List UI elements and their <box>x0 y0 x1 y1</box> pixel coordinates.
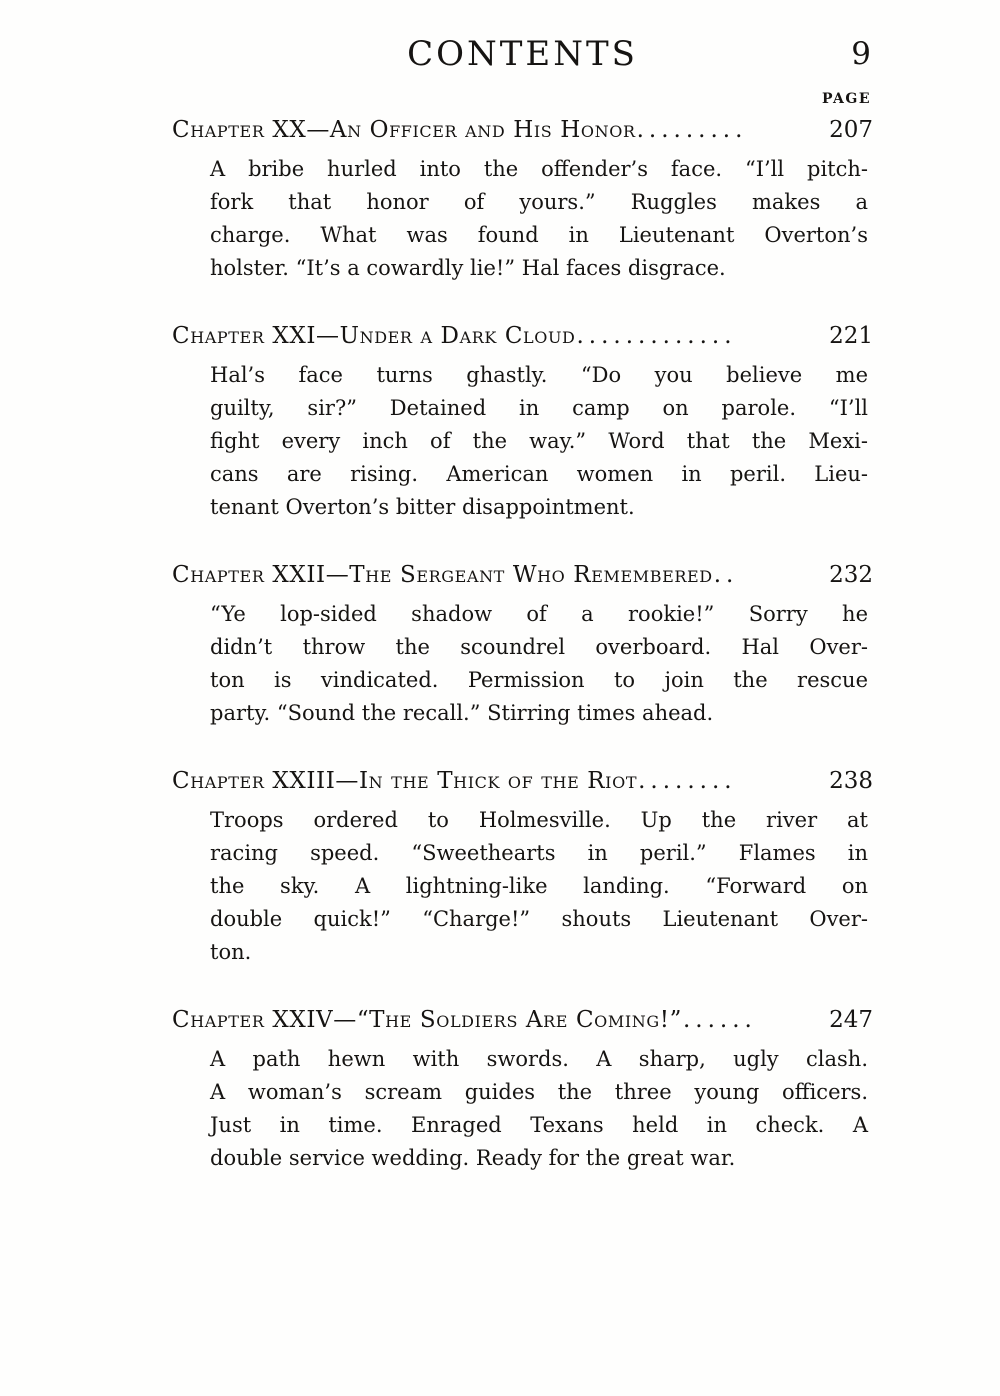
summary-line: “Ye lop-sided shadow of a rookie!” Sorry he <box>210 602 868 626</box>
chapter-heading <box>172 766 873 796</box>
chapter-heading <box>172 560 873 590</box>
page-title: CONTENTS <box>407 34 638 74</box>
chapter-title: Chapter XXIII—In the Thick of the Riot <box>172 768 638 794</box>
summary-line: Hal’s face turns ghastly. “Do you believe me <box>210 363 868 387</box>
chapter-summary <box>210 359 868 524</box>
chapter-heading <box>172 321 873 351</box>
chapter-summary <box>210 1043 868 1175</box>
toc-entry-chapter-xxiii <box>172 766 873 969</box>
summary-line: Just in time. Enraged Texans held in check. A <box>210 1113 868 1137</box>
dot-leader: ............. <box>576 323 737 349</box>
summary-line: the sky. A lightning-like landing. “Forward on <box>210 874 868 898</box>
summary-line: charge. What was found in Lieutenant Overton’s <box>210 223 868 247</box>
summary-line: ton. <box>210 940 252 964</box>
toc-entry-chapter-xx <box>172 115 873 285</box>
chapter-title: Chapter XX—An Officer and His Honor <box>172 117 636 143</box>
summary-line: tenant Overton’s bitter disappointment. <box>210 495 635 519</box>
page-header <box>172 30 873 78</box>
summary-line: fork that honor of yours.” Ruggles makes a <box>210 190 868 214</box>
chapter-heading <box>172 1005 873 1035</box>
chapter-summary <box>210 153 868 285</box>
summary-line: A path hewn with swords. A sharp, ugly clash. <box>210 1047 868 1071</box>
summary-line: fight every inch of the way.” Word that the Mexi- <box>210 429 868 453</box>
summary-line: holster. “It’s a cowardly lie!” Hal faces disgrace. <box>210 256 726 280</box>
page-column-label: PAGE <box>822 91 871 107</box>
dot-leader: ........ <box>638 768 737 794</box>
contents-list <box>172 115 873 1175</box>
summary-line: guilty, sir?” Detained in camp on parole. “I’ll <box>210 396 868 420</box>
chapter-page-number: 247 <box>829 1007 873 1033</box>
summary-line: A bribe hurled into the offender’s face. “I’ll pitch- <box>210 157 868 181</box>
summary-line: cans are rising. American women in peril. Lieu- <box>210 462 868 486</box>
toc-entry-chapter-xxiv <box>172 1005 873 1175</box>
summary-line: didn’t throw the scoundrel overboard. Hal Over- <box>210 635 868 659</box>
chapter-title: Chapter XXII—The Sergeant Who Remembered <box>172 562 713 588</box>
toc-entry-chapter-xxi <box>172 321 873 524</box>
chapter-page-number: 221 <box>829 323 873 349</box>
chapter-title: Chapter XXI—Under a Dark Cloud <box>172 323 576 349</box>
chapter-summary <box>210 804 868 969</box>
chapter-title: Chapter XXIV—“The Soldiers Are Coming!” <box>172 1007 682 1033</box>
summary-line: double quick!” “Charge!” shouts Lieutenant Over- <box>210 907 868 931</box>
dot-leader: ......... <box>636 117 748 143</box>
chapter-page-number: 238 <box>829 768 873 794</box>
summary-line: ton is vindicated. Permission to join the rescue <box>210 668 868 692</box>
summary-line: racing speed. “Sweethearts in peril.” Flames in <box>210 841 868 865</box>
dot-leader: ...... <box>682 1007 757 1033</box>
chapter-page-number: 232 <box>829 562 873 588</box>
chapter-heading <box>172 115 873 145</box>
summary-line: double service wedding. Ready for the great war. <box>210 1146 736 1170</box>
toc-entry-chapter-xxii <box>172 560 873 730</box>
folio-number: 9 <box>851 36 871 72</box>
chapter-summary <box>210 598 868 730</box>
summary-line: party. “Sound the recall.” Stirring times ahead. <box>210 701 714 725</box>
dot-leader: .. <box>713 562 739 588</box>
chapter-page-number: 207 <box>829 117 873 143</box>
summary-line: Troops ordered to Holmesville. Up the river at <box>210 808 868 832</box>
summary-line: A woman’s scream guides the three young officers. <box>210 1080 868 1104</box>
